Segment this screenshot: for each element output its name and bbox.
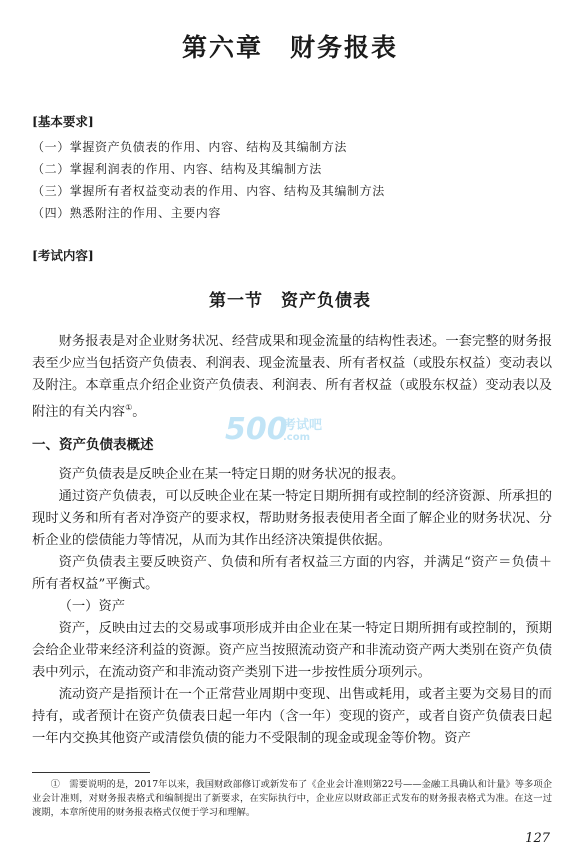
intro-paragraph-text: 财务报表是对企业财务状况、经营成果和现金流量的结构性表述。一套完整的财务报表至少应当包括资产负债表、利润表、现金流量表、所有者权益（或股东权益）变动表以及附注。本章重点介绍企业资产负债表、利润表、所有者权益（或股东权益）变动表以及附注的有关内容	[32, 334, 552, 420]
watermark-number: 500	[225, 412, 288, 447]
exam-content-label: [考试内容]	[32, 248, 94, 263]
section-title: 第一节 资产负债表	[209, 291, 371, 311]
body-paragraph: 资产，反映由过去的交易或事项形成并由企业在某一特定日期所拥有或控制的，预期会给企业带来经济利益的资源。资产应当按照流动资产和非流动资产两大类别在资产负债表中列示，在流动资产和非流动资产类别下进一步按性质分项列示。	[32, 621, 552, 680]
body-paragraph: 资产负债表是反映企业在某一特定日期的财务状况的报表。	[58, 467, 405, 482]
watermark-logo	[225, 412, 345, 450]
requirement-item: （一）掌握资产负债表的作用、内容、结构及其编制方法	[32, 140, 348, 154]
subsection-title: 一、资产负债表概述	[32, 437, 154, 453]
body-paragraph: 资产负债表主要反映资产、负债和所有者权益三方面的内容，并满足“资产＝负债＋所有者权益”平衡式。	[32, 555, 552, 592]
requirement-item: （三）掌握所有者权益变动表的作用、内容、结构及其编制方法	[32, 184, 385, 198]
footnote-divider	[32, 772, 150, 773]
footnote: ① 需要说明的是，2017年以来，我国财政部修订或新发布了《企业会计准则第22号——金融工具确认和计量》等多项企业会计准则，对财务报表格式和编制提出了新要求，在实际执行中，企业应以财政部正式发布的财务报表格式为准。在这一过渡期，本章所使用的财务报表格式仅便于学习和理解。	[32, 779, 552, 818]
assets-heading: （一）资产	[58, 599, 126, 614]
body-paragraph: 通过资产负债表，可以反映企业在某一特定日期所拥有或控制的经济资源、所承担的现时义务和所有者对净资产的要求权，帮助财务报表使用者全面了解企业的财务状况、分析企业的偿债能力等情况，从而为其作出经济决策提供依据。	[32, 489, 552, 548]
requirement-item: （四）熟悉附注的作用、主要内容	[32, 206, 222, 220]
watermark-text: 考试吧	[283, 418, 323, 433]
requirement-item: （二）掌握利润表的作用、内容、结构及其编制方法	[32, 162, 322, 176]
watermark-url: .com	[283, 432, 311, 443]
body-paragraph: 流动资产是指预计在一个正常营业周期中变现、出售或耗用，或者主要为交易目的而持有，或者预计在资产负债表日起一年内（含一年）变现的资产，或者自资产负债表日起一年内交换其他资产或清偿负债的能力不受限制的现金或现金等价物。资产	[32, 687, 552, 746]
page-number: 127	[525, 831, 550, 846]
chapter-title: 第六章 财务报表	[181, 33, 398, 62]
intro-paragraph: 财务报表是对企业财务状况、经营成果和现金流量的结构性表述。一套完整的财务报表至少应当包括资产负债表、利润表、现金流量表、所有者权益（或股东权益）变动表以及附注。本章重点介绍企业资产负债表、利润表、所有者权益（或股东权益）变动表以及附注的有关内容①。	[32, 334, 552, 420]
footnote-reference: ①	[125, 403, 133, 412]
basic-requirements-label: [基本要求]	[32, 114, 94, 129]
